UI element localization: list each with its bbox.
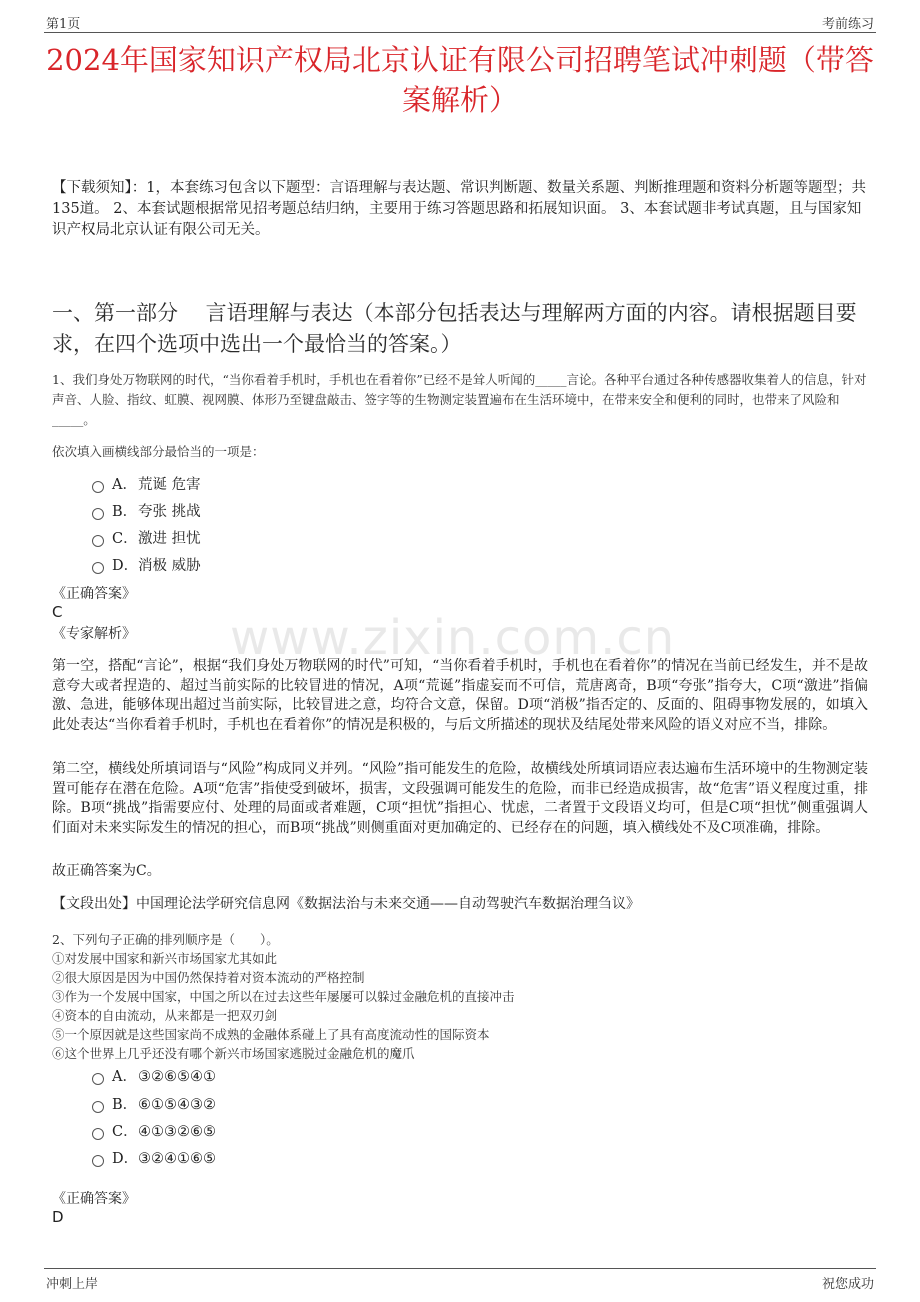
q1-stem: 1、我们身处万物联网的时代，“当你看着手机时，手机也在看着你”已经不是耸人听闻的_____言论。各种平台通过各种传感器收集着人的信息，针对声音、人脸、指纹、虹膜、视网膜、体形乃至键盘敲击、签字等的生物测定装置遍布在生活环境中，在带来安全和便利的同时，也带来了风险和_____。 bbox=[52, 372, 867, 427]
radio-icon[interactable] bbox=[92, 508, 104, 520]
q1-analysis-label: 《专家解析》 bbox=[52, 626, 136, 642]
footer-right-label: 祝您成功 bbox=[821, 1277, 874, 1292]
watermark: www.zixin.com.cn bbox=[230, 610, 676, 666]
q1-prompt: 依次填入画横线部分最恰当的一项是： bbox=[52, 444, 265, 459]
radio-icon[interactable] bbox=[92, 1073, 104, 1085]
q1-answer-label: 《正确答案》 bbox=[52, 586, 136, 602]
page-footer bbox=[44, 1268, 876, 1291]
q1-analysis-paragraph-2: 第二空，横线处所填词语与“风险”构成同义并列。“风险”指可能发生的危险，故横线处所填词语应表达遍布生活环境中的生物测定装置可能存在潜在危险。A项“危害”指使受到破坏，损害，文段强调可能发生的危险，而非已经造成损害，故“危害”语义程度过重，排除。B项“挑战”指需要应付、处理的局面或者难题，C项“担忧”指担心、忧虑，二者置于文段语义均可，但是C项“担忧”侧重强调人们面对未来实际发生的情况的担心，而B项“挑战”则侧重面对更加确定的、已经存在的问题，填入横线处不及C项准确，排除。 bbox=[52, 761, 868, 836]
q1-option-d[interactable]: D．消极 威胁 bbox=[92, 555, 201, 577]
document-title: 2024年国家知识产权局北京认证有限公司招聘笔试冲刺题（带答案解析） bbox=[46, 43, 874, 117]
q2-sentence: ①对发展中国家和新兴市场国家尤其如此 bbox=[52, 951, 278, 966]
download-notice: 【下载须知】：1，本套练习包含以下题型：言语理解与表达题、常识判断题、数量关系题、判断推理题和资料分析题等题型；共135道。 2、本套试题根据常见招考题总结归纳，主要用于练习答题思路和拓展知识面。 3、本套试题非考试真题，且与国家知识产权局北京认证有限公司无关。 bbox=[52, 180, 866, 238]
q2-option-b[interactable]: B．⑥①⑤④③② bbox=[92, 1094, 216, 1116]
page-header bbox=[44, 10, 876, 33]
q1-analysis-paragraph-1: 第一空，搭配“言论”，根据“我们身处万物联网的时代”可知，“当你看着手机时，手机也在看着你”的情况在当前已经发生，并不是故意夸大或者捏造的、超过当前实际的比较冒进的情况，A项“荒诞”指虚妄而不可信，荒唐离奇，B项“夸张”指夸大，C项“激进”指偏激、急进，能够体现出超过当前实际，比较冒进之意，均符合文意，保留。D项“消极”指否定的、反面的、阻碍事物发展的，如填入此处表达“当你看着手机时，手机也在看着你”的情况是积极的，与后文所描述的现状及结尾处带来风险的语义对应不当，排除。 bbox=[52, 658, 868, 733]
q2-answer-label: 《正确答案》 bbox=[52, 1191, 136, 1207]
radio-icon[interactable] bbox=[92, 1128, 104, 1140]
q2-option-a[interactable]: A．③②⑥⑤④① bbox=[92, 1066, 216, 1088]
q2-sentence: ⑤一个原因就是这些国家尚不成熟的金融体系碰上了具有高度流动性的国际资本 bbox=[52, 1027, 490, 1042]
header-label: 考前练习 bbox=[821, 17, 874, 32]
q2-sentence: ⑥这个世界上几乎还没有哪个新兴市场国家逃脱过金融危机的魔爪 bbox=[52, 1046, 415, 1061]
q1-answer: C bbox=[52, 603, 63, 621]
radio-icon[interactable] bbox=[92, 1155, 104, 1167]
q1-option-a[interactable]: A．荒诞 危害 bbox=[92, 474, 201, 496]
page-number: 第1页 bbox=[46, 17, 81, 32]
q2-sentence: ②很大原因是因为中国仍然保持着对资本流动的严格控制 bbox=[52, 970, 365, 985]
q2-sentence: ③作为一个发展中国家，中国之所以在过去这些年屡屡可以躲过金融危机的直接冲击 bbox=[52, 989, 515, 1004]
q2-stem: 2、下列句子正确的排列顺序是（ ）。 bbox=[52, 932, 279, 947]
q1-option-b[interactable]: B．夸张 挑战 bbox=[92, 501, 201, 523]
q2-option-c[interactable]: C．④①③②⑥⑤ bbox=[92, 1121, 216, 1143]
q2-option-d[interactable]: D．③②④①⑥⑤ bbox=[92, 1148, 216, 1170]
radio-icon[interactable] bbox=[92, 1101, 104, 1113]
radio-icon[interactable] bbox=[92, 535, 104, 547]
q1-source: 【文段出处】中国理论法学研究信息网《数据法治与未来交通——自动驾驶汽车数据治理刍议》 bbox=[52, 896, 640, 912]
footer-left-label: 冲刺上岸 bbox=[46, 1277, 99, 1292]
q2-sentence: ④资本的自由流动，从来都是一把双刃剑 bbox=[52, 1008, 278, 1023]
radio-icon[interactable] bbox=[92, 481, 104, 493]
q1-option-c[interactable]: C．激进 担忧 bbox=[92, 528, 201, 550]
radio-icon[interactable] bbox=[92, 562, 104, 574]
q1-conclusion: 故正确答案为C。 bbox=[52, 863, 161, 879]
q2-answer: D bbox=[52, 1208, 64, 1226]
section-heading: 一、第一部分 言语理解与表达（本部分包括表达与理解两方面的内容。请根据题目要求，在四个选项中选出一个最恰当的答案。） bbox=[52, 301, 857, 356]
